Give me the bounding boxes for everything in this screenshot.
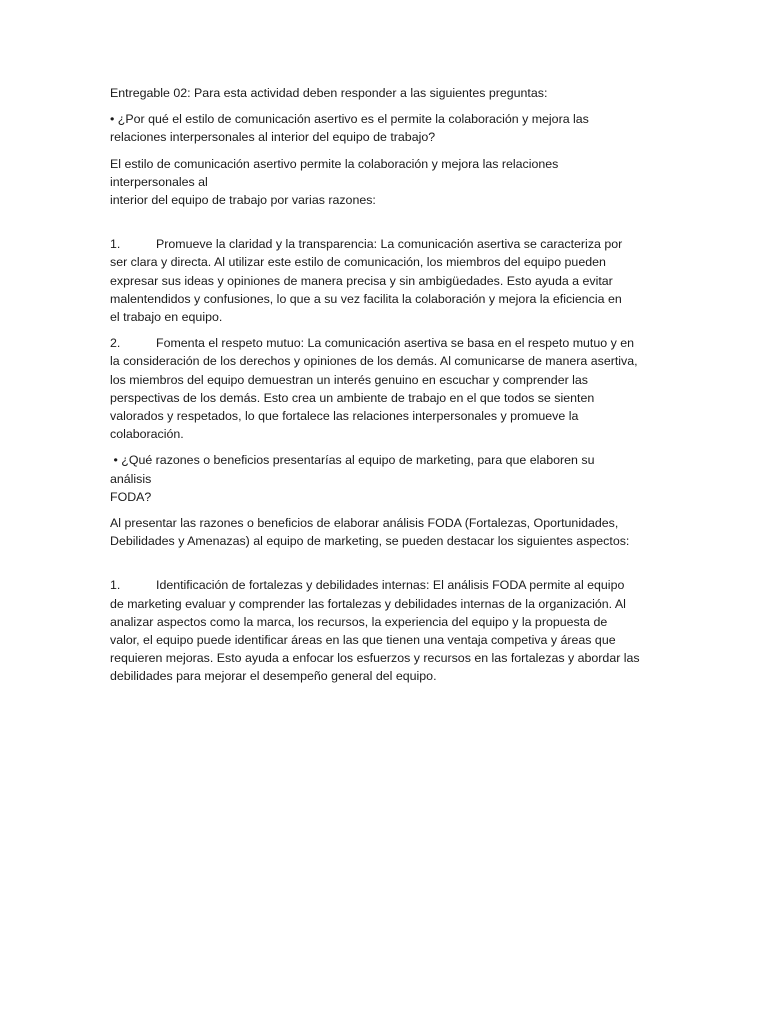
- document-page: [110, 84, 670, 694]
- answer-2-line-2: Debilidades y Amenazas) al equipo de marketing, se pueden destacar los siguientes aspectos:: [110, 534, 630, 549]
- answer-2-line-1: Al presentar las razones o beneficios de elaborar análisis FODA (Fortalezas, Oportunidades,: [110, 516, 619, 531]
- question-2-line-1: [110, 451, 670, 469]
- point-2-1-line-4: valor, el equipo puede identificar áreas en las que tienen una ventaja competiva y áreas que: [110, 633, 616, 648]
- point-2-1-line-1: [110, 576, 670, 594]
- answer-1-intro: [110, 155, 670, 210]
- question-1-text-1: ¿Por qué el estilo de comunicación asertivo es el permite la colaboración y mejora las: [117, 112, 589, 127]
- answer-1-line-2: interpersonales al: [110, 174, 208, 189]
- bullet-icon: •: [113, 453, 118, 468]
- point-1-2-line-4: perspectivas de los demás. Esto crea un ambiente de trabajo en el que todos se sienten: [110, 390, 595, 405]
- point-1-1-text-1: Promueve la claridad y la transparencia: La comunicación asertiva se caracteriza por: [156, 237, 623, 252]
- answer-1-line-1: El estilo de comunicación asertivo permite la colaboración y mejora las relaciones: [110, 156, 559, 171]
- point-1-2-line-1: [110, 334, 670, 352]
- point-1-1: [110, 235, 670, 326]
- point-1-1-line-5: el trabajo en equipo.: [110, 310, 223, 325]
- point-2-1-line-3: analizar aspectos como la marca, los recursos, la experiencia del equipo y la propuesta de: [110, 614, 608, 629]
- point-2-1-line-2: de marketing evaluar y comprender las fortalezas y debilidades internas de la organización. Al: [110, 596, 626, 611]
- question-2-line-3: FODA?: [110, 489, 152, 504]
- point-1-1-line-1: [110, 235, 670, 253]
- point-2-1-text-1: Identificación de fortalezas y debilidades internas: El análisis FODA permite al equipo: [156, 578, 625, 593]
- point-1-2-line-3: los miembros del equipo demuestran un interés genuino en escuchar y comprender las: [110, 372, 588, 387]
- intro-text: [110, 84, 670, 102]
- point-1-2-text-1: Fomenta el respeto mutuo: La comunicación asertiva se basa en el respeto mutuo y en: [156, 336, 634, 351]
- point-1-2-line-6: colaboración.: [110, 427, 184, 442]
- intro-line: Entregable 02: Para esta actividad deben responder a las siguientes preguntas:: [110, 86, 548, 100]
- question-1: [110, 110, 670, 146]
- point-1-1-line-2: ser clara y directa. Al utilizar este estilo de comunicación, los miembros del equipo pueden: [110, 255, 606, 270]
- point-1-2-line-5: valorados y respetados, lo que fortalece las relaciones interpersonales y promueve la: [110, 409, 579, 424]
- point-2-1-line-5: requieren mejoras. Esto ayuda a enfocar los esfuerzos y recursos en las fortalezas y abordar las: [110, 651, 640, 666]
- point-2-1: [110, 576, 670, 685]
- answer-2-intro: [110, 514, 670, 550]
- point-1-1-line-4: malentendidos y confusiones, lo que a su vez facilita la colaboración y mejora la eficiencia en: [110, 291, 622, 306]
- question-1-line-1: [110, 110, 670, 128]
- question-1-line-2: relaciones interpersonales al interior del equipo de trabajo?: [110, 130, 436, 145]
- point-1-1-line-3: expresar sus ideas y opiniones de manera precisa y sin ambigüedades. Esto ayuda a evitar: [110, 273, 613, 288]
- point-number: 1.: [110, 578, 121, 593]
- point-1-2: [110, 334, 670, 443]
- point-number: 2.: [110, 336, 121, 351]
- point-2-1-line-6: debilidades para mejorar el desempeño general del equipo.: [110, 669, 437, 684]
- answer-1-line-3: interior del equipo de trabajo por varias razones:: [110, 193, 376, 208]
- question-2-line-2: análisis: [110, 471, 152, 486]
- question-2: [110, 451, 670, 506]
- point-number: 1.: [110, 237, 121, 252]
- question-2-text-1: ¿Qué razones o beneficios presentarías al equipo de marketing, para que elaboren su: [121, 453, 595, 468]
- bullet-icon: •: [110, 112, 115, 127]
- point-1-2-line-2: la consideración de los derechos y opiniones de los demás. Al comunicarse de manera asertiva,: [110, 354, 638, 369]
